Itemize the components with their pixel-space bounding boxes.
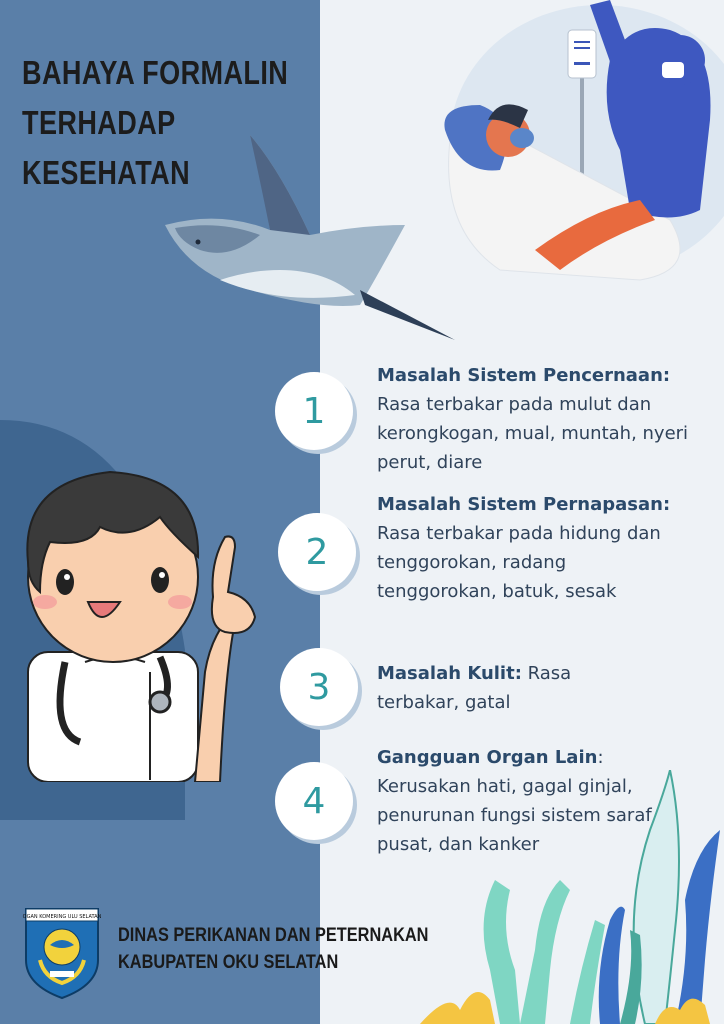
oku-selatan-emblem [22, 905, 102, 1000]
item-4-heading-colon: : [597, 747, 604, 768]
item-4-number-badge: 4 [275, 762, 353, 840]
item-4-text [377, 743, 707, 859]
item-2-text [377, 490, 677, 606]
item-3-text [377, 659, 607, 717]
item-3-number-badge: 3 [280, 648, 358, 726]
item-1-heading: Masalah Sistem Pencernaan: [377, 365, 671, 386]
item-3-heading: Masalah Kulit: [377, 663, 522, 684]
emblem-banner-text: OGAN KOMERING ULU SELATAN [22, 914, 102, 920]
item-3-body: Rasa terbakar, gatal [377, 663, 572, 713]
item-1-text [377, 361, 707, 477]
footer-agency [118, 922, 428, 976]
item-2-body: Rasa terbakar pada hidung dan tenggorokan, radang tenggorokan, batuk, sesak [377, 523, 661, 602]
item-4-body: Kerusakan hati, gagal ginjal, penurunan fungsi sistem saraf pusat, dan kanker [377, 776, 652, 855]
item-2-number-badge: 2 [278, 513, 356, 591]
item-1-body: Rasa terbakar pada mulut dan kerongkogan, mual, muntah, nyeri perut, diare [377, 394, 689, 473]
item-1-number-badge: 1 [275, 372, 353, 450]
title-line-3: KESEHATAN [22, 154, 191, 191]
item-2-heading: Masalah Sistem Pernapasan: [377, 494, 671, 515]
item-4-heading: Gangguan Organ Lain [377, 747, 598, 768]
doctor-kid-illustration [10, 462, 280, 782]
title-line-2: TERHADAP [22, 104, 176, 141]
manta-ray-illustration [160, 130, 460, 350]
footer-line-1: DINAS PERIKANAN DAN PETERNAKAN [118, 925, 429, 946]
patient-doctor-illustration [440, 0, 724, 290]
footer-line-2: KABUPATEN OKU SELATAN [118, 952, 339, 973]
title-line-1: BAHAYA FORMALIN [22, 54, 289, 91]
